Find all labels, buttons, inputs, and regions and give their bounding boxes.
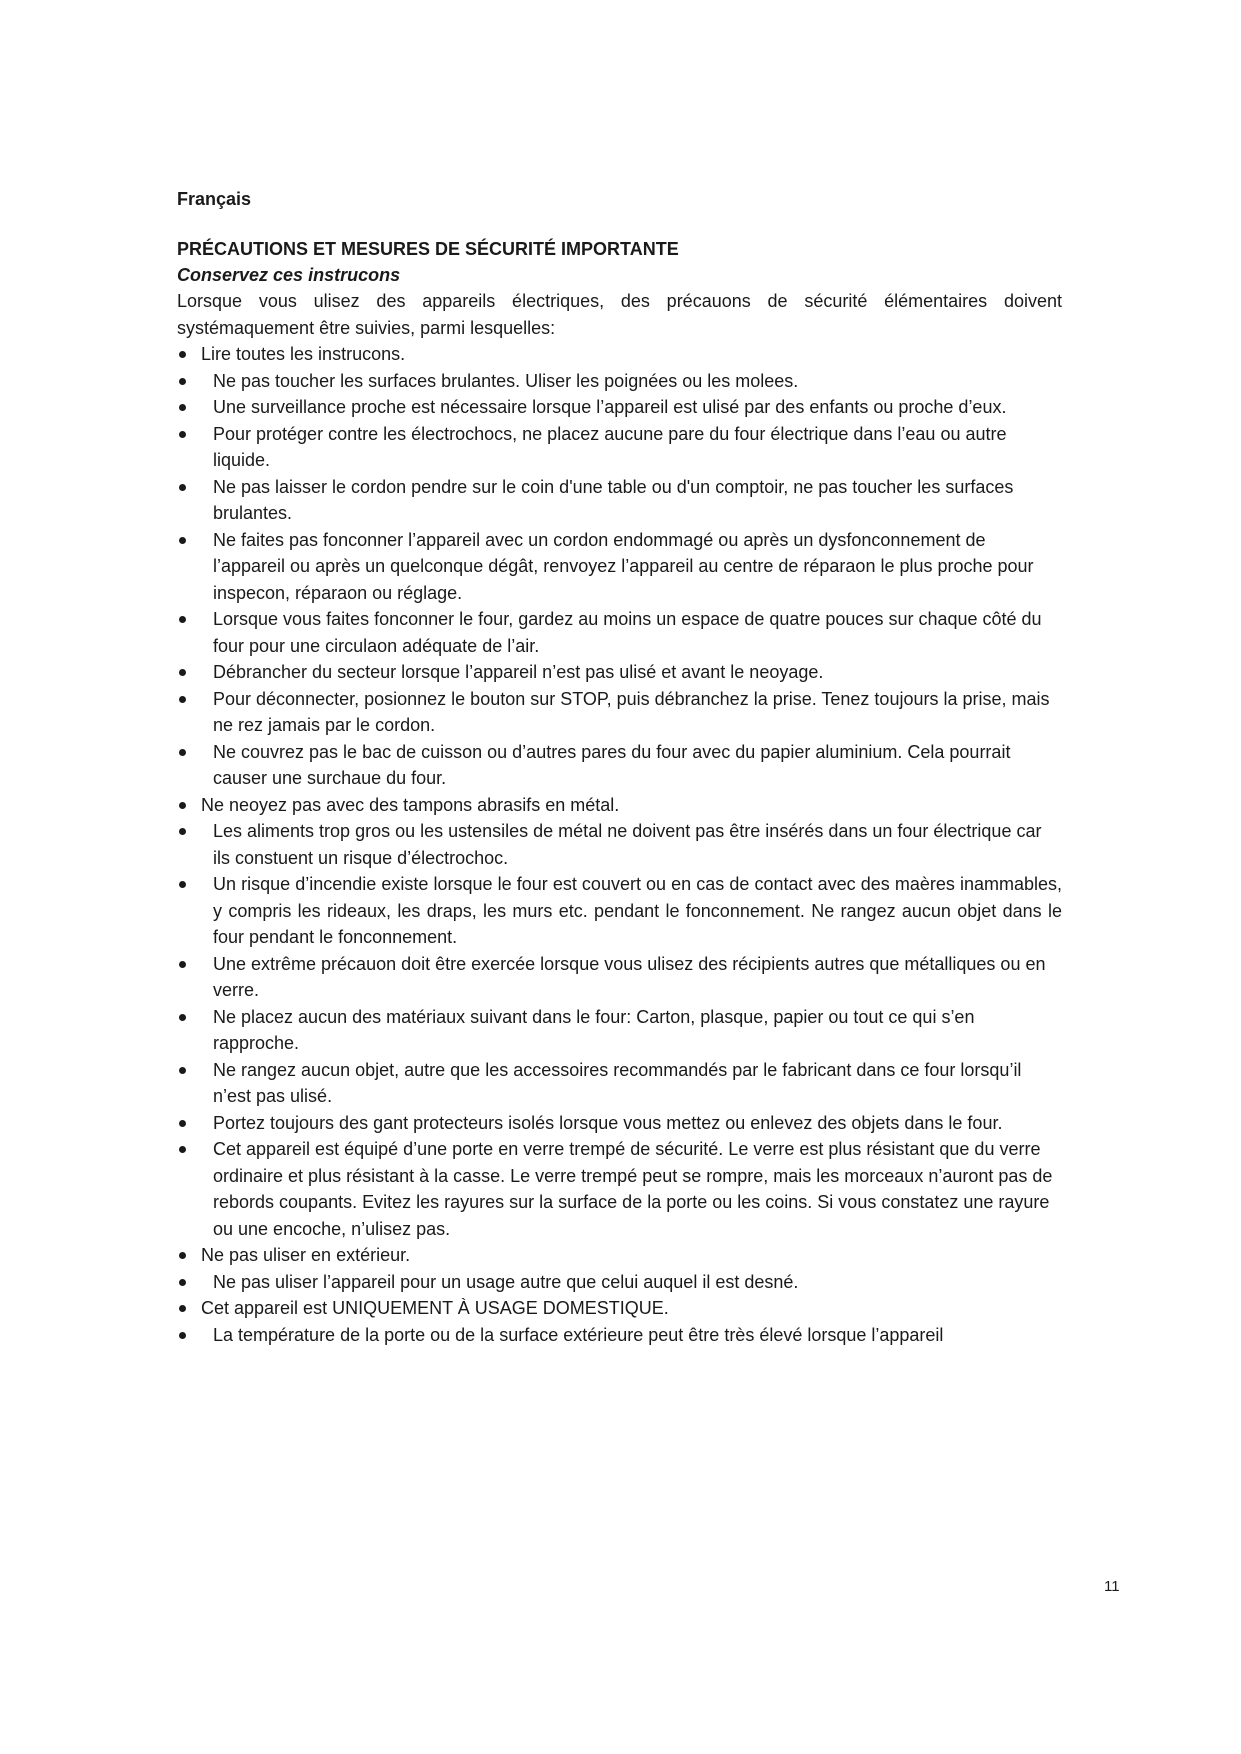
list-item-text: Une surveillance proche est nécessaire lorsque l’appareil est ulisé par des enfants ou proche d’eux. [213, 397, 1007, 417]
list-item-text: Lorsque vous faites fonconner le four, gardez au moins un espace de quatre pouces sur chaque côté du four pour une circulaon adéquate de l’air. [213, 609, 1042, 656]
list-item [177, 659, 1062, 686]
list-item [177, 1057, 1062, 1110]
bullet-icon [179, 351, 186, 358]
list-item-text: Ne pas uliser l’appareil pour un usage autre que celui auquel il est desné. [213, 1271, 799, 1292]
list-item-text: Les aliments trop gros ou les ustensiles de métal ne doivent pas être insérés dans un four électrique car ils constuent un risque d’électrochoc. [213, 821, 1042, 868]
list-item [177, 606, 1062, 659]
section-subtitle: Conservez ces instrucons [177, 265, 401, 285]
bullet-icon [179, 1252, 186, 1259]
list-item-text: Ne pas laisser le cordon pendre sur le coin d'une table ou d'un comptoir, ne pas toucher les surfaces brulantes. [213, 476, 1014, 523]
bullet-icon [179, 1014, 186, 1021]
list-item-text: Ne faites pas fonconner l’appareil avec un cordon endommagé ou après un dysfonconnement de l’appareil ou après un quelconque dégât, renvoyez l’appareil au centre de réparaon le plus proche pour inspecon, réparaon ou réglage. [213, 529, 1034, 603]
list-item [177, 1004, 1062, 1057]
list-item [177, 686, 1062, 739]
list-item [177, 474, 1062, 527]
bullet-icon [179, 1120, 186, 1127]
intro-paragraph: Lorsque vous ulisez des appareils électriques, des précauons de sécurité élémentaires doivent systémaquement être suivies, parmi lesquelles: [177, 291, 1062, 338]
list-item [177, 951, 1062, 1004]
list-item [177, 1295, 1062, 1322]
bullet-icon [179, 1305, 186, 1312]
list-item-text: Ne neoyez pas avec des tampons abrasifs en métal. [201, 794, 620, 815]
list-item-text: Un risque d’incendie existe lorsque le four est couvert ou en cas de contact avec des maères inammables, y compris les rideaux, les draps, les murs etc. pendant le fonconnement. Ne rangez aucun objet dans le four pendant le fonconnement. [213, 874, 1062, 947]
bullet-icon [179, 484, 186, 491]
list-item-text: Pour déconnecter, posionnez le bouton sur STOP, puis débranchez la prise. Tenez toujours la prise, mais ne rez jamais par le cordon. [213, 688, 1050, 735]
list-item [177, 871, 1062, 951]
bullet-icon [179, 1332, 186, 1339]
bullet-icon [179, 828, 186, 835]
bullet-icon [179, 749, 186, 756]
list-item-text: Cet appareil est UNIQUEMENT À USAGE DOMESTIQUE. [201, 1298, 669, 1318]
list-item [177, 1269, 1062, 1296]
list-item-text: Portez toujours des gant protecteurs isolés lorsque vous mettez ou enlevez des objets dans le four. [213, 1112, 1003, 1133]
bullet-icon [179, 1146, 186, 1153]
list-item [177, 421, 1062, 474]
list-item-text: Lire toutes les instrucons. [201, 344, 406, 364]
list-item [177, 368, 1062, 395]
list-item-text: Ne rangez aucun objet, autre que les accessoires recommandés par le fabricant dans ce four lorsqu’il n’est pas ulisé. [213, 1059, 1022, 1106]
list-item [177, 394, 1062, 421]
list-item [177, 1136, 1062, 1242]
list-item-text: La température de la porte ou de la surface extérieure peut être très élevé lorsque l’appareil [213, 1324, 944, 1345]
list-item-text: Une extrême précauon doit être exercée lorsque vous ulisez des récipients autres que métalliques ou en verre. [213, 953, 1046, 1000]
list-item [177, 792, 1062, 819]
list-item [177, 1110, 1062, 1137]
document-content [177, 186, 1062, 1348]
list-item-text: Ne placez aucun des matériaux suivant dans le four: Carton, plasque, papier ou tout ce qui s’en rapproche. [213, 1006, 975, 1053]
list-item-text: Ne pas toucher les surfaces brulantes. Uliser les poignées ou les molees. [213, 370, 799, 391]
list-item-text: Pour protéger contre les électrochocs, ne placez aucune pare du four électrique dans l’eau ou autre liquide. [213, 423, 1007, 470]
list-item [177, 341, 1062, 368]
bullet-icon [179, 537, 186, 544]
list-item [177, 739, 1062, 792]
bullet-icon [179, 431, 186, 438]
list-item [177, 527, 1062, 607]
list-item [177, 818, 1062, 871]
bullet-icon [179, 802, 186, 809]
bullet-icon [179, 696, 186, 703]
bullet-icon [179, 881, 186, 888]
bullet-icon [179, 669, 186, 676]
section-title: PRÉCAUTIONS ET MESURES DE SÉCURITÉ IMPORTANTE [177, 239, 679, 259]
list-item [177, 1242, 1062, 1269]
list-item-text: Ne pas uliser en extérieur. [201, 1245, 411, 1265]
list-item-text: Débrancher du secteur lorsque l’appareil n’est pas ulisé et avant le neoyage. [213, 662, 824, 682]
list-item-text: Cet appareil est équipé d’une porte en verre trempé de sécurité. Le verre est plus résistant que du verre ordinaire et plus résistant à la casse. Le verre trempé peut se rompre, mais les morceaux n’auront pas de rebords coupants. Evitez les rayures sur la surface de la porte ou les coins. Si vous constatez une rayure ou une encoche, n’ulisez pas. [213, 1139, 1053, 1239]
bullet-icon [179, 616, 186, 623]
list-item-text: Ne couvrez pas le bac de cuisson ou d’autres pares du four avec du papier aluminium. Cela pourrait causer une surchaue du four. [213, 741, 1011, 788]
bullet-icon [179, 378, 186, 385]
bullet-icon [179, 404, 186, 411]
bullet-icon [179, 1067, 186, 1074]
list-item [177, 1322, 1062, 1349]
safety-list [177, 341, 1062, 1348]
language-heading: Français [177, 189, 252, 209]
bullet-icon [179, 961, 186, 968]
bullet-icon [179, 1279, 186, 1286]
page-number: 11 [1104, 1578, 1120, 1595]
